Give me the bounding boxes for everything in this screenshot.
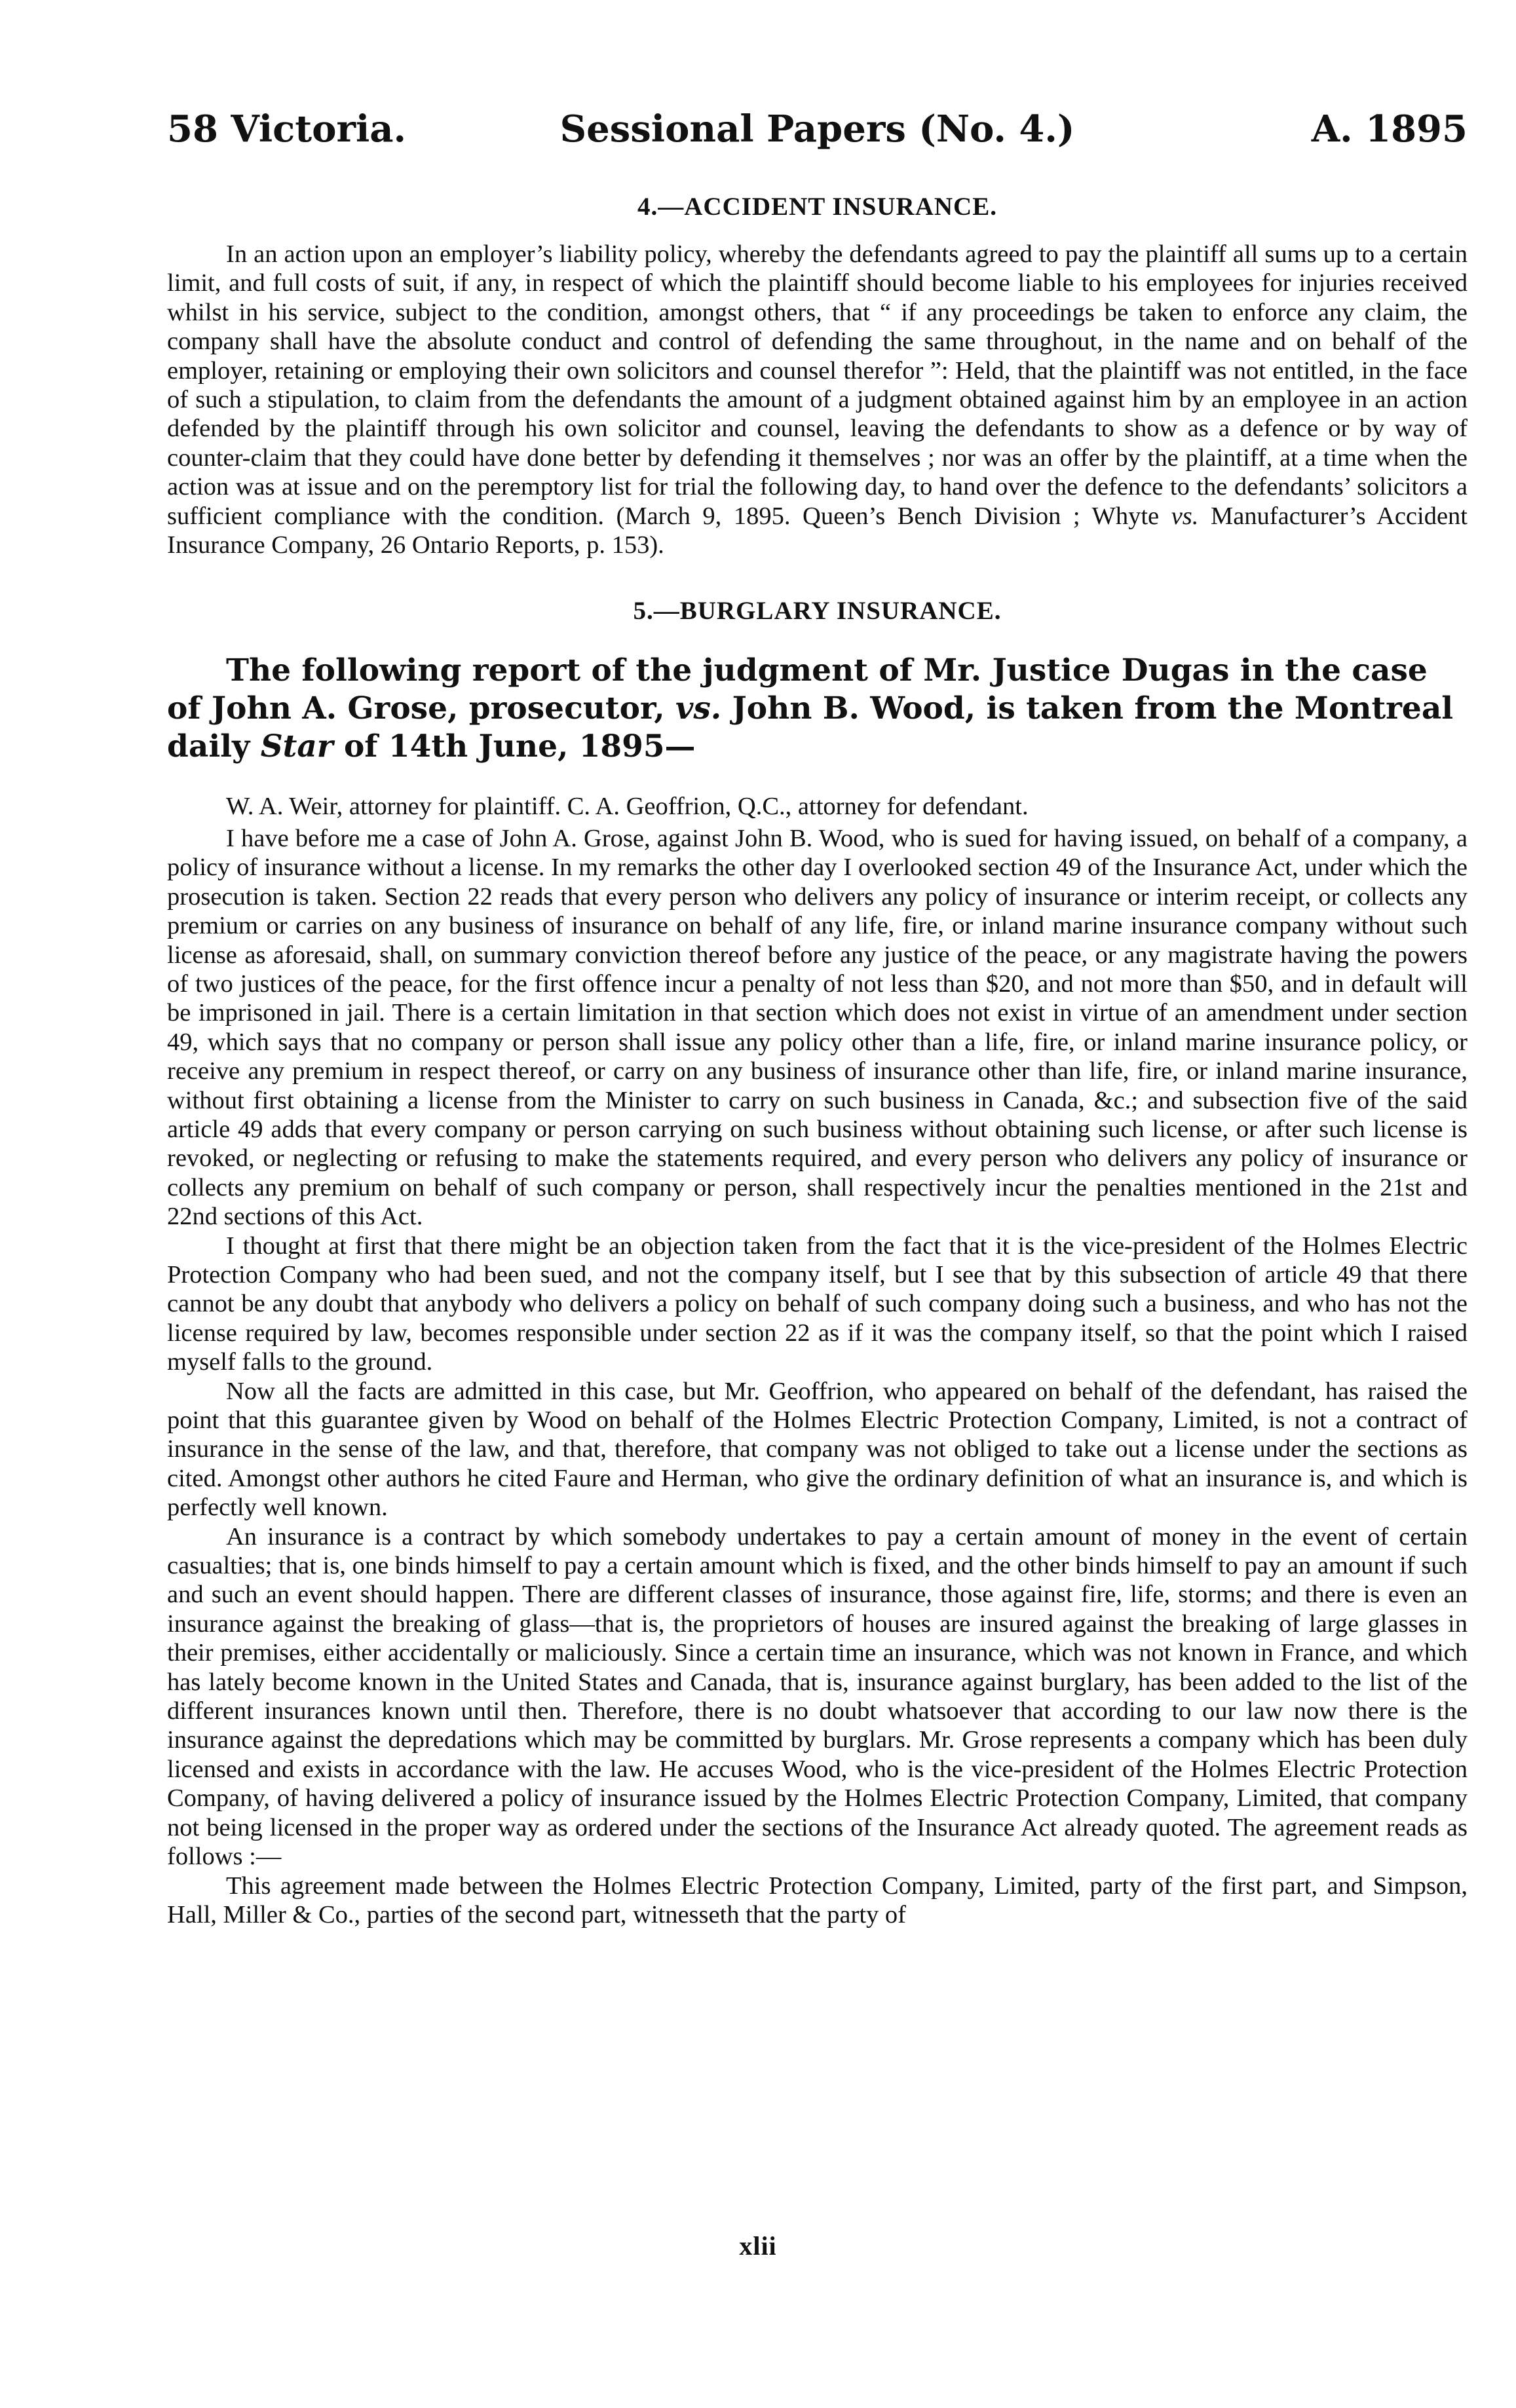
case-versus-abbreviation: vs. <box>1171 502 1199 530</box>
counsel-line: W. A. Weir, attorney for plaintiff. C. A. Geoffrion, Q.C., attorney for defendant. <box>226 793 1029 821</box>
judgment-paragraph: An insurance is a contract by which somebody undertakes to pay a certain amount of money in the event of certain casualties; that is, one binds himself to pay a certain amount which is fixed, and the other binds himself to pay an amount if such and such an event should happen. There are different classes of insurance, those against fire, life, storms; and there is even an insurance against the breaking of glass—that is, the proprietors of houses are insured against the breaking of large glasses in their premises, either accidentally or maliciously. Since a certain time an insurance, which was not known in France, and which has lately become known in the United States and Canada, that is, insurance against burglary, has been added to the list of the different insurances known until then. Therefore, there is no doubt whatsoever that according to our law now there is the insurance against the depredations which may be committed by burglars. Mr. Grose represents a company which has been duly licensed and exists in accordance with the law. He accuses Wood, who is the vice-president of the Holmes Electric Protection Company, of having delivered a policy of insurance issued by the Holmes Electric Protection Company, Limited, that company not being licensed in the proper way as ordered under the sections of the Insurance Act already quoted. The agreement reads as follows :— <box>167 1522 1468 1871</box>
page <box>167 98 1468 1929</box>
running-header <box>167 98 1468 160</box>
header-series-title: Sessional Papers (No. 4.) <box>559 107 1075 151</box>
judgment-paragraph: I have before me a case of John A. Grose, against John B. Wood, who is sued for having issued, on behalf of a company, a policy of insurance without a license. In my remarks the other day I overlooked section 49 of the Insurance Act, under which the prosecution is taken. Section 22 reads that every person who delivers any policy of insurance or interim receipt, or collects any premium or carries on any business of insurance on behalf of any life, fire, or inland marine insurance company without such license as aforesaid, shall, on summary conviction thereof before any justice of the peace, or any magistrate having the powers of two justices of the peace, for the first offence incur a penalty of not less than $20, and not more than $50, and in default will be imprisoned in jail. There is a certain limitation in that section which does not exist in virtue of an amendment under section 49, which says that no company or person shall issue any policy other than a life, fire, or inland marine insurance policy, or receive any premium in respect thereof, or carry on any business of insurance other than life, fire, or inland marine insurance, without first obtaining a license from the Minister to carry on such business in Canada, &c.; and subsection five of the said article 49 adds that every company or person carrying on such business without obtaining such license, or after such license is revoked, or neglecting or refusing to make the statements required, and every person who delivers any policy of insurance or collects any premium on behalf of such company or person, shall respectively incur the penalties mentioned in the 21st and 22nd sections of this Act. <box>167 824 1468 1231</box>
burglary-report-introduction <box>167 652 1468 766</box>
judgment-paragraph: I thought at first that there might be an objection taken from the fact that it is the vice-president of the Holmes Electric Protection Company who had been sued, and not the company itself, but I see that by this subsection of article 49 that there cannot be any doubt that anybody who delivers a policy on behalf of such company doing such a business, and who has not the license required by law, becomes responsible under section 22 as if it was the company itself, so that the point which I raised myself falls to the ground. <box>167 1232 1468 1376</box>
intro-part-2: John B. Wood, is taken from the Montreal daily <box>167 690 1454 765</box>
accident-text-part-1: In an action upon an employer’s liability policy, whereby the defendants agreed to pay the plaintiff all sums up to a certain limit, and full costs of suit, if any, in respect of which the plaintiff should become liable to his employees for injuries received whilst in his service, subject to the condition, amongst others, that “ if any proceedings be taken to enforce any claim, the company shall have the absolute conduct and control of defending the same throughout, in the name and on behalf of the employer, retaining or employing their own solicitors and counsel therefor ”: Held, that the plaintiff was not entitled, in the face of such a stipulation, to claim from the defendants the amount of a judgment obtained against him by an employee in an action defended by the plaintiff through his own solicitor and counsel, leaving the defendants to show as a defence or by way of counter-claim that they could have done better by defending it themselves ; nor was an offer by the plaintiff, at a time when the action was at issue and on the peremptory list for trial the following day, to hand over the defence to the defendants’ solicitors a sufficient compliance with the condition. (March 9, 1895. Queen’s Bench Division ; Whyte <box>167 240 1468 530</box>
header-year: A. 1895 <box>1311 107 1468 151</box>
accident-text-part-2: Manufacturer’s Accident Insurance Company, 26 Ontario Reports, p. 153). <box>167 502 1468 559</box>
header-regnal-year: 58 Victoria. <box>167 107 407 151</box>
judgment-paragraph: This agreement made between the Holmes Electric Protection Company, Limited, party of the first part, and Simpson, Hall, Miller & Co., parties of the second part, witnesseth that the party of <box>167 1872 1468 1928</box>
intro-part-3: of 14th June, 1895— <box>333 728 696 765</box>
intro-part-1: The following report of the judgment of Mr. Justice Dugas in the case of John A. Grose, prosecutor, <box>167 652 1428 727</box>
intro-versus-abbreviation: vs. <box>675 690 722 727</box>
page-folio: xlii <box>739 2231 777 2261</box>
judgment-paragraph: Now all the facts are admitted in this case, but Mr. Geoffrion, who appeared on behalf of the defendant, has raised the point that this guarantee given by Wood on behalf of the Holmes Electric Protection Company, Limited, is not a contract of insurance in the sense of the law, and that, therefore, that company was not obliged to take out a license under the sections as cited. Amongst other authors he cited Faure and Herman, who give the ordinary definition of what an insurance is, and which is perfectly well known. <box>167 1377 1468 1522</box>
section-heading-accident-insurance: 4.—ACCIDENT INSURANCE. <box>637 193 997 221</box>
newspaper-name: Star <box>260 728 333 765</box>
section-heading-burglary-insurance: 5.—BURGLARY INSURANCE. <box>633 597 1002 626</box>
accident-insurance-paragraph <box>167 240 1468 559</box>
